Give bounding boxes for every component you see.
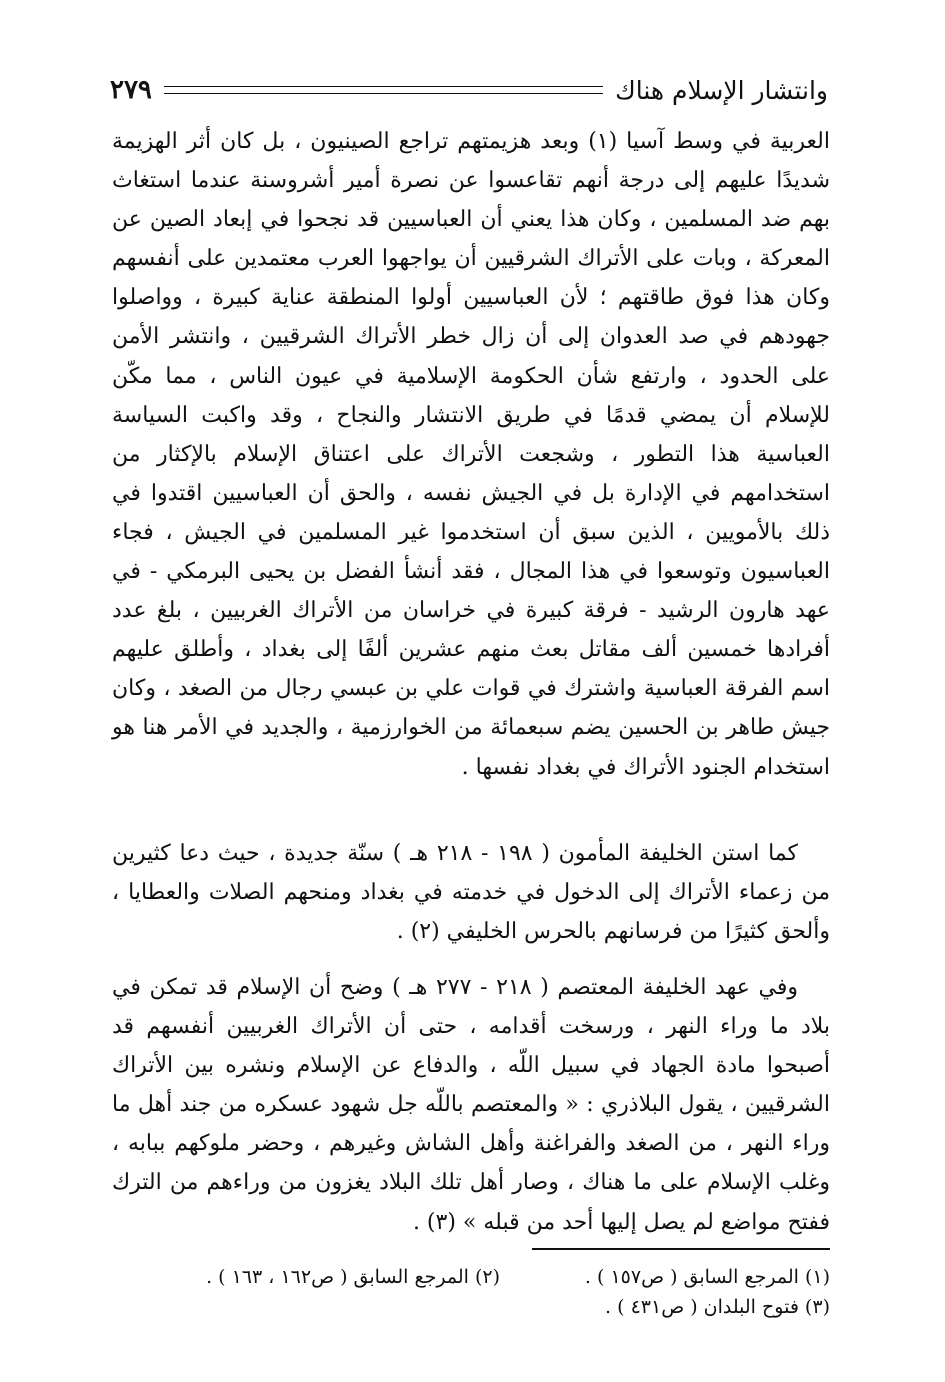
paragraph-1: العربية في وسط آسيا (١) وبعد هزيمتهم تراجع الصينيون ، بل كان أثر الهزيمة شديدًا عليهم إلى درجة أنهم تقاعسوا عن نصرة أمير أشروسنة عندما استغاث بهم ضد المسلمين ، وكان هذا يعني أن العباسيين قد نجحوا في إبعاد الصين عن المعركة ، وبات على الأتراك الشرقيين أن يواجهوا العرب معتمدين على أنفسهم وكان هذا فوق طاقتهم ؛ لأن العباسيين أولوا المنطقة عناية كبيرة ، وواصلوا جهودهم في صد العدوان إلى أن زال خطر الأتراك الشرقيين ، وانتشر الأمن على الحدود ، وارتفع شأن الحكومة الإسلامية في عيون الناس ، مما مكّن للإسلام أن يمضي قدمًا في طريق الانتشار والنجاح ، وقد واكبت السياسة العباسية هذا التطور ، وشجعت الأتراك على اعتناق الإسلام بالإكثار من استخدامهم في الإدارة بل في الجيش نفسه ، والحق أن العباسيين اقتدوا في ذلك بالأمويين ، الذين سبق أن استخدموا غير المسلمين في الجيش ، فجاء العباسيون وتوسعوا في هذا المجال ، فقد أنشأ الفضل بن يحيى البرمكي - في عهد هارون الرشيد - فرقة كبيرة في خراسان من الأتراك الغربيين ، بلغ عدد أفرادها خمسين ألف مقاتل بعث منهم عشرين ألفًا إلى بغداد ، وأطلق عليهم اسم الفرقة العباسية واشترك في قوات علي بن عبسي رجال من الصغد ، وكان جيش طاهر بن الحسين يضم سبعمائة من الخوارزمية ، والجديد في الأمر هنا هو استخدام الجنود الأتراك في بغداد نفسها . — [112, 129, 830, 780]
running-header — [110, 70, 828, 110]
footnote-2: (٢) المرجع السابق ( ص١٦٢ ، ١٦٣ ) . — [206, 1266, 500, 1288]
footnotes — [112, 1262, 830, 1322]
footnote-1: (١) المرجع السابق ( ص١٥٧ ) . — [584, 1266, 830, 1288]
header-double-rule — [164, 86, 603, 94]
footnote-row — [112, 1262, 830, 1292]
header-title: وانتشار الإسلام هناك — [615, 75, 828, 105]
main-text — [112, 122, 830, 1242]
footnote-row — [112, 1292, 830, 1322]
paragraph-3: وفي عهد الخليفة المعتصم ( ٢١٨ - ٢٧٧ هـ ) وضح أن الإسلام قد تمكن في بلاد ما وراء النهر ، ورسخت أقدامه ، حتى أن الأتراك الغربيين أنفسهم قد أصبحوا مادة الجهاد في سبيل اللّه ، والدفاع عن الإسلام ونشره بين الأتراك الشرقيين ، يقول البلاذري : « والمعتصم باللّه جل شهود عسكره من جند أهل ما وراء النهر ، من الصغد والفراغنة وأهل الشاش وغيرهم ، وحضر ملوكهم ببابه ، وغلب الإسلام على ما هناك ، وصار أهل تلك البلاد يغزون من وراءهم من الترك ففتح مواضع لم يصل إليها أحد من قبله » (٣) . — [112, 975, 830, 1235]
paragraph-2: كما استن الخليفة المأمون ( ١٩٨ - ٢١٨ هـ ) سنّة جديدة ، حيث دعا كثيرين من زعماء الأتراك إلى الدخول في خدمته في بغداد ومنحهم الصلات والعطايا ، وألحق كثيرًا من فرسانهم بالحرس الخليفي (٢) . — [112, 841, 830, 945]
page-number: ٢٧٩ — [110, 75, 152, 105]
footnote-separator — [532, 1248, 830, 1250]
footnote-3: (٣) فتوح البلدان ( ص٤٣١ ) . — [605, 1296, 830, 1318]
